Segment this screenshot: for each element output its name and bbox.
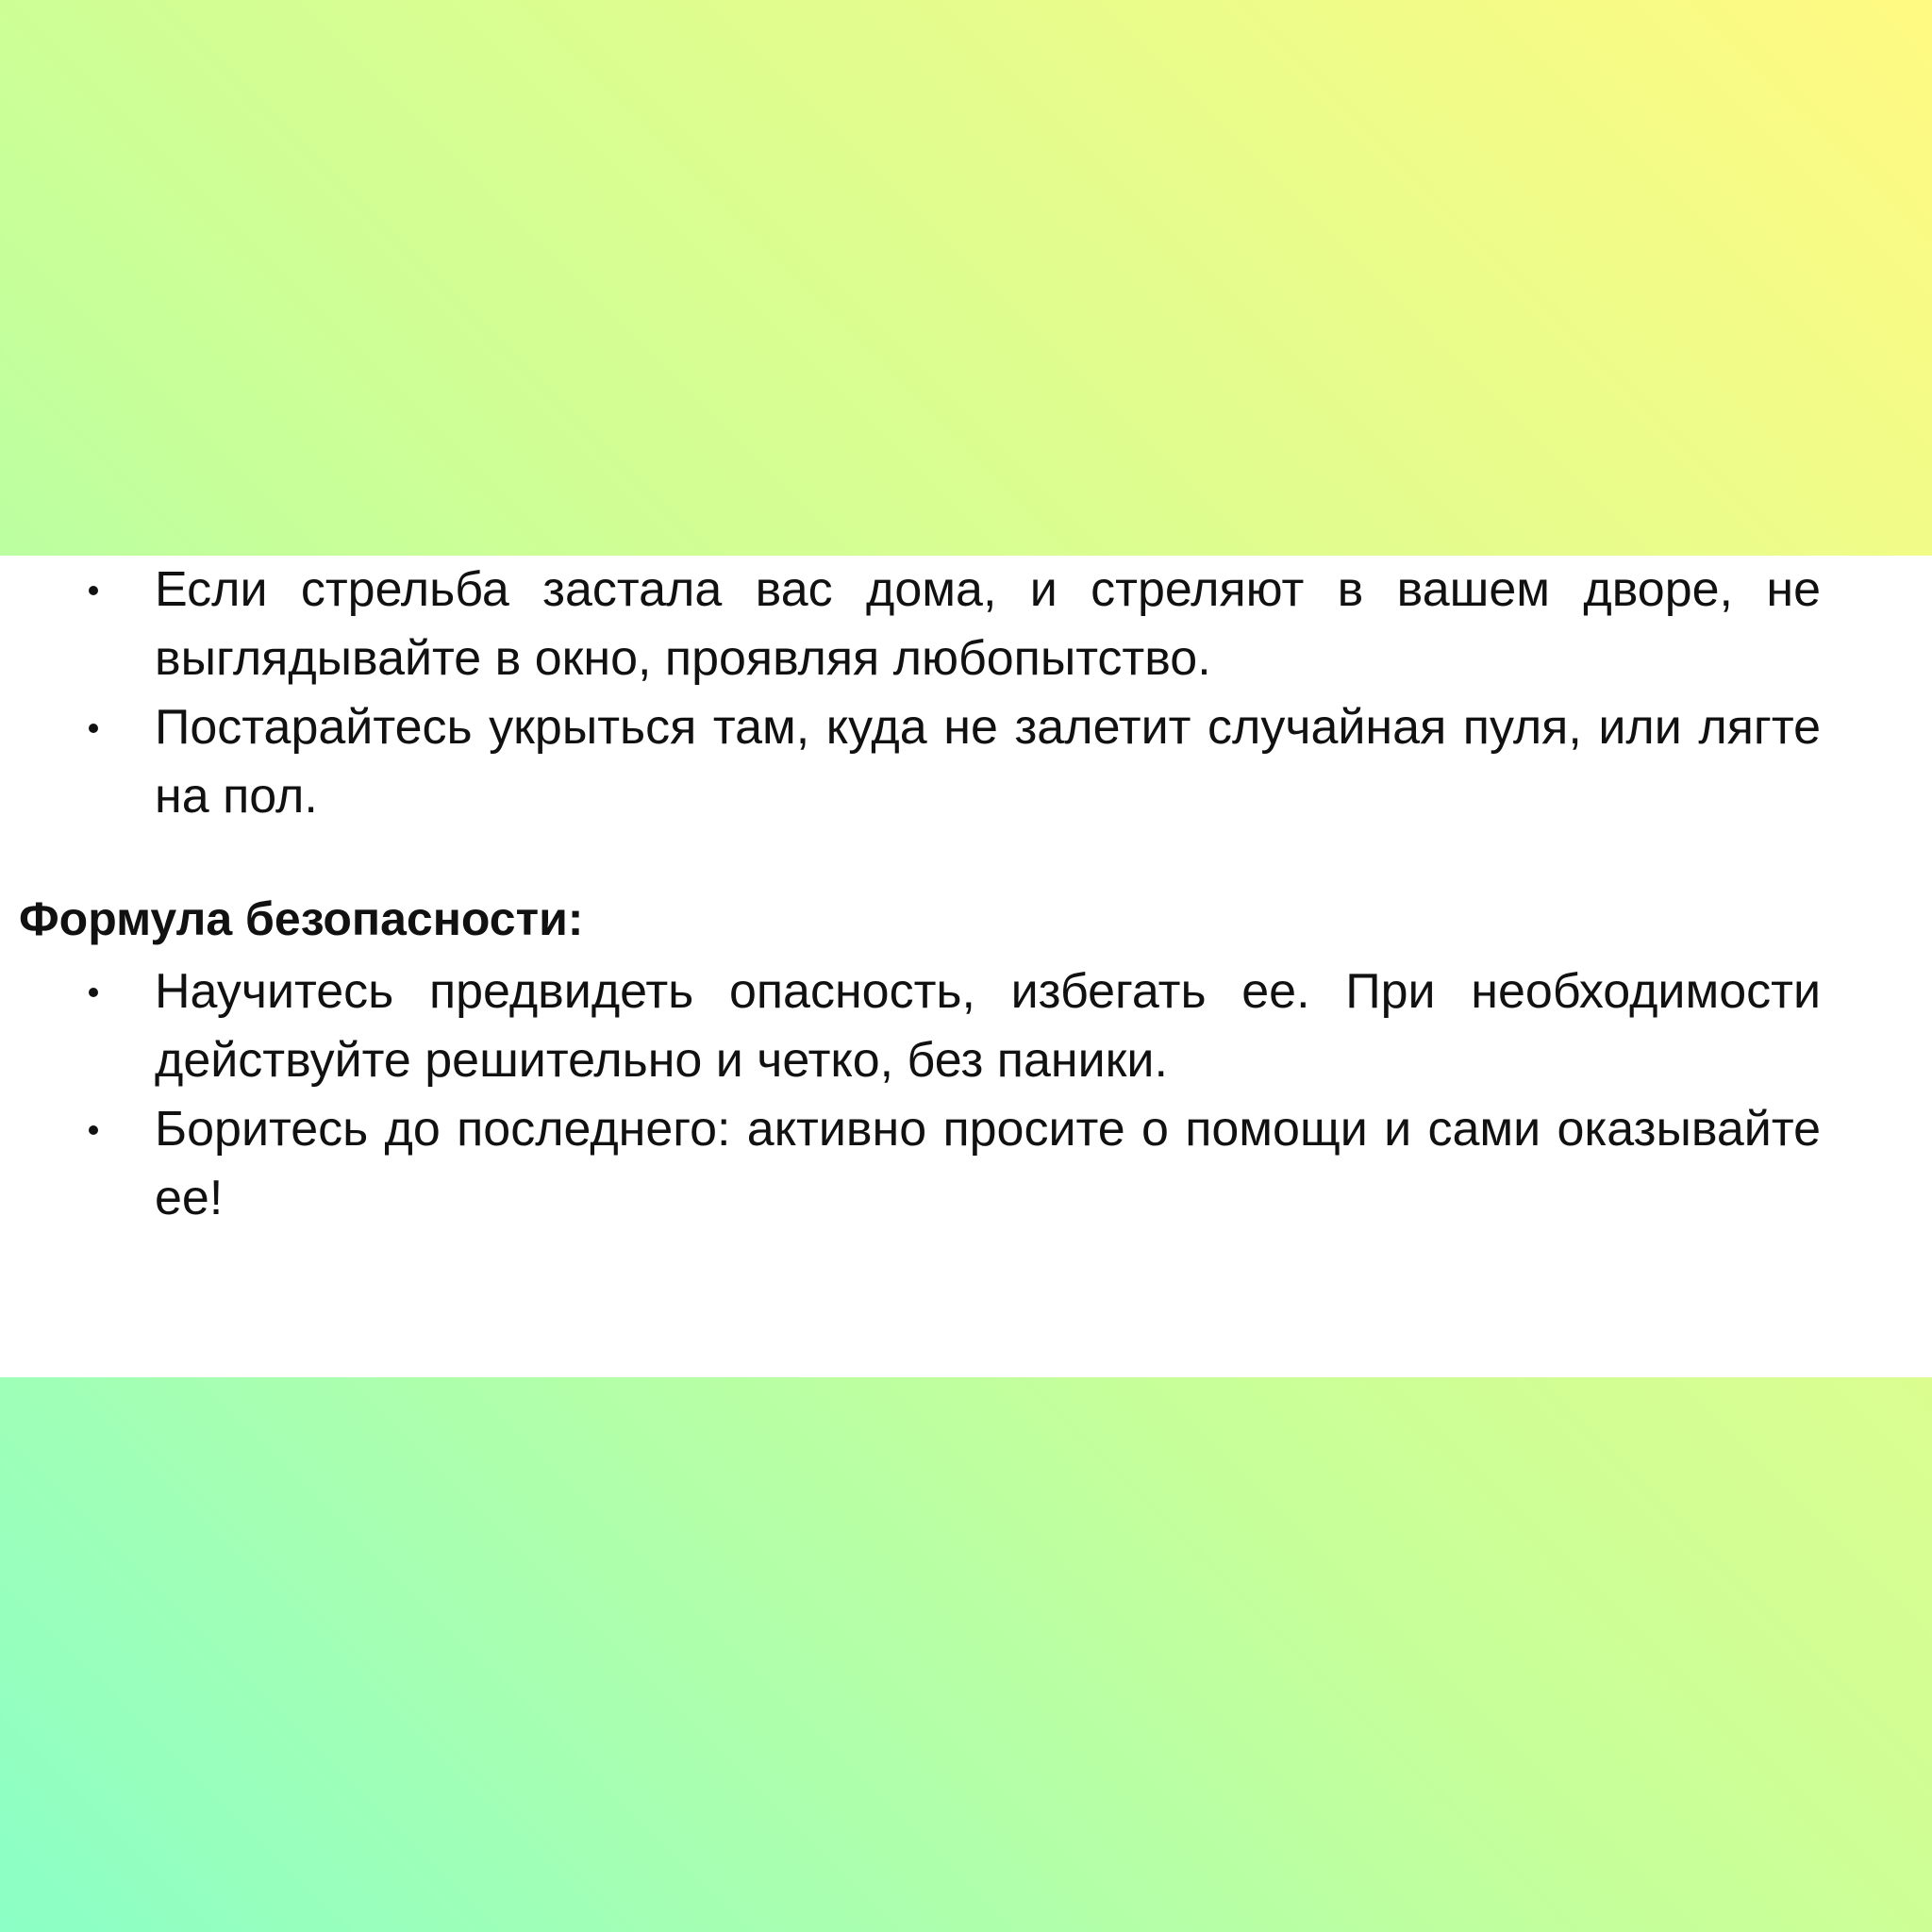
safety-tips-list [0, 556, 1821, 831]
list-item [0, 556, 1821, 693]
document-text [0, 556, 1821, 1233]
section-heading: Формула безопасности: [19, 892, 584, 945]
bullet-icon [89, 586, 98, 595]
list-item [0, 693, 1821, 831]
safety-formula-list [0, 958, 1821, 1233]
list-item [0, 958, 1821, 1095]
list-item-text: Постарайтесь укрыться там, куда не залетит случайная пуля, или лягте на пол. [155, 700, 1821, 824]
bullet-icon [89, 724, 98, 733]
list-item-text: Если стрельба застала вас дома, и стреляют в вашем дворе, не выглядывайте в окно, проявляя любопытство. [155, 562, 1821, 686]
bullet-icon [89, 1125, 98, 1135]
bullet-icon [89, 988, 98, 997]
list-item [0, 1095, 1821, 1233]
list-item-text: Научитесь предвидеть опасность, избегать ее. При необходимости действуйте решительно и четко, без паники. [155, 964, 1821, 1088]
content-panel [0, 556, 1932, 1377]
list-item-text: Боритесь до последнего: активно просите о помощи и сами оказывайте ее! [155, 1102, 1821, 1225]
